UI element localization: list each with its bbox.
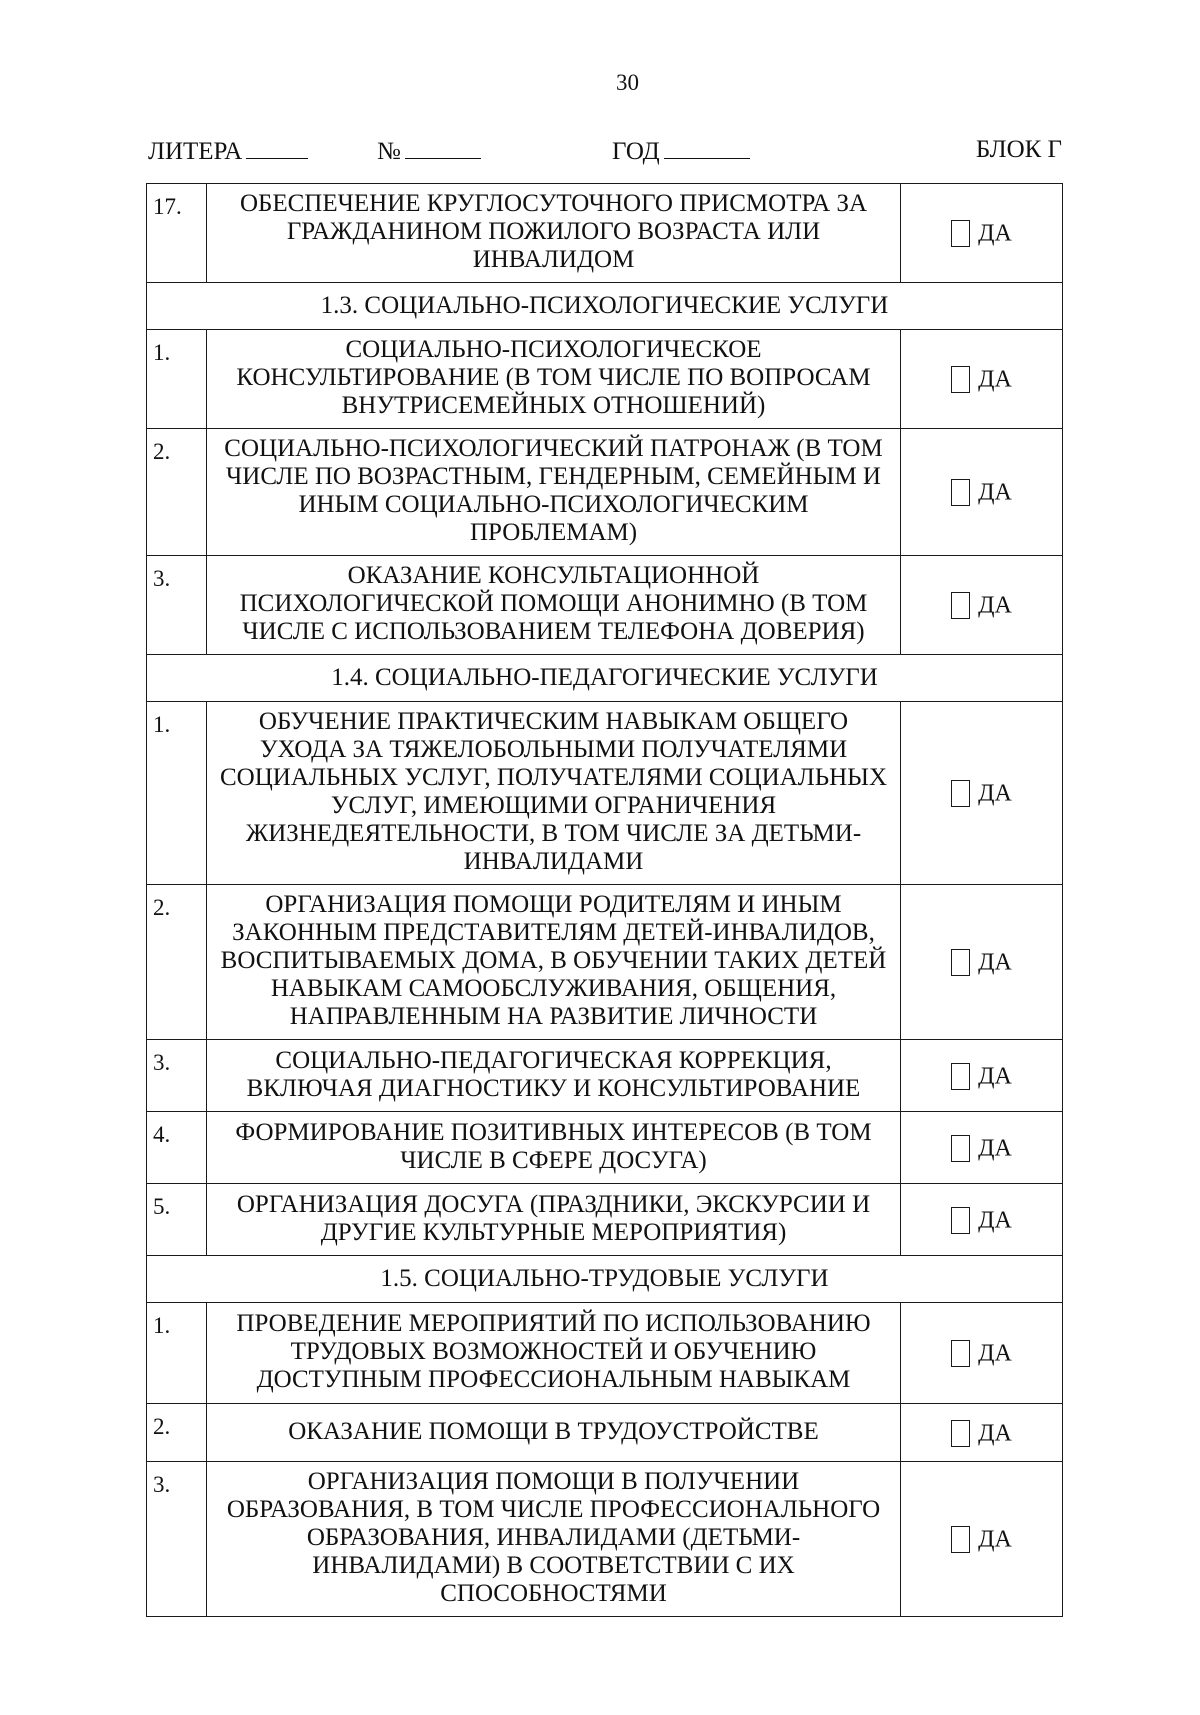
yes-checkbox-cell[interactable] bbox=[901, 330, 1063, 429]
service-description: СОЦИАЛЬНО-ПСИХОЛОГИЧЕСКОЕ КОНСУЛЬТИРОВАНИЕ (В ТОМ ЧИСЛЕ ПО ВОПРОСАМ ВНУТРИСЕМЕЙНЫХ ОТНОШЕНИЙ) bbox=[207, 330, 901, 429]
row-number: 3. bbox=[147, 1040, 207, 1112]
service-description: ОКАЗАНИЕ ПОМОЩИ В ТРУДОУСТРОЙСТВЕ bbox=[207, 1404, 901, 1462]
year-field[interactable] bbox=[612, 136, 750, 166]
table-row bbox=[147, 429, 1063, 556]
row-number: 1. bbox=[147, 702, 207, 885]
row-number: 2. bbox=[147, 1404, 207, 1462]
section-title: 1.3. СОЦИАЛЬНО-ПСИХОЛОГИЧЕСКИЕ УСЛУГИ bbox=[147, 283, 1063, 330]
section-row bbox=[147, 1256, 1063, 1303]
yes-checkbox[interactable] bbox=[951, 1526, 970, 1553]
yes-checkbox-cell[interactable] bbox=[901, 885, 1063, 1040]
yes-checkbox-cell[interactable] bbox=[901, 1040, 1063, 1112]
table-row bbox=[147, 1040, 1063, 1112]
form-header bbox=[148, 136, 1062, 166]
service-description: ПРОВЕДЕНИЕ МЕРОПРИЯТИЙ ПО ИСПОЛЬЗОВАНИЮ ТРУДОВЫХ ВОЗМОЖНОСТЕЙ И ОБУЧЕНИЮ ДОСТУПНЫМ ПРОФЕССИОНАЛЬНЫМ НАВЫКАМ bbox=[207, 1303, 901, 1404]
yes-checkbox[interactable] bbox=[951, 1340, 970, 1367]
yes-label: ДА bbox=[978, 1063, 1012, 1090]
page-number: 30 bbox=[616, 70, 639, 95]
row-number: 2. bbox=[147, 429, 207, 556]
service-description: ОРГАНИЗАЦИЯ ПОМОЩИ РОДИТЕЛЯМ И ИНЫМ ЗАКОННЫМ ПРЕДСТАВИТЕЛЯМ ДЕТЕЙ-ИНВАЛИДОВ, ВОСПИТЫВАЕМЫХ ДОМА, В ОБУЧЕНИИ ТАКИХ ДЕТЕЙ НАВЫКАМ САМООБСЛУЖИВАНИЯ, ОБЩЕНИЯ, НАПРАВЛЕННЫМ НА РАЗВИТИЕ ЛИЧНОСТИ bbox=[207, 885, 901, 1040]
table-row bbox=[147, 330, 1063, 429]
row-number: 1. bbox=[147, 330, 207, 429]
section-title: 1.4. СОЦИАЛЬНО-ПЕДАГОГИЧЕСКИЕ УСЛУГИ bbox=[147, 655, 1063, 702]
yes-checkbox[interactable] bbox=[951, 366, 970, 393]
service-description: ФОРМИРОВАНИЕ ПОЗИТИВНЫХ ИНТЕРЕСОВ (В ТОМ ЧИСЛЕ В СФЕРЕ ДОСУГА) bbox=[207, 1112, 901, 1184]
table-row bbox=[147, 1303, 1063, 1404]
row-number: 2. bbox=[147, 885, 207, 1040]
yes-checkbox[interactable] bbox=[951, 220, 970, 247]
yes-checkbox[interactable] bbox=[951, 780, 970, 807]
yes-checkbox[interactable] bbox=[951, 592, 970, 619]
yes-checkbox[interactable] bbox=[951, 1420, 970, 1447]
row-number: 3. bbox=[147, 556, 207, 655]
block-label: БЛОК Г bbox=[975, 136, 1062, 163]
yes-checkbox-cell[interactable] bbox=[901, 1112, 1063, 1184]
table-row bbox=[147, 885, 1063, 1040]
services-table-body bbox=[147, 184, 1063, 1617]
litera-blank[interactable] bbox=[246, 136, 308, 159]
number-label: № bbox=[377, 138, 401, 165]
yes-checkbox-cell[interactable] bbox=[901, 429, 1063, 556]
year-label: ГОД bbox=[612, 138, 660, 165]
services-table bbox=[146, 183, 1063, 1617]
yes-label: ДА bbox=[978, 366, 1012, 393]
yes-checkbox-cell[interactable] bbox=[901, 1404, 1063, 1462]
yes-label: ДА bbox=[978, 949, 1012, 976]
row-number: 17. bbox=[147, 184, 207, 283]
table-row bbox=[147, 1112, 1063, 1184]
table-row bbox=[147, 1404, 1063, 1462]
yes-checkbox-cell[interactable] bbox=[901, 184, 1063, 283]
yes-label: ДА bbox=[978, 592, 1012, 619]
yes-checkbox[interactable] bbox=[951, 1063, 970, 1090]
yes-label: ДА bbox=[978, 1526, 1012, 1553]
yes-label: ДА bbox=[978, 479, 1012, 506]
table-row bbox=[147, 1184, 1063, 1256]
litera-label: ЛИТЕРА bbox=[148, 138, 243, 165]
yes-checkbox[interactable] bbox=[951, 1207, 970, 1234]
row-number: 4. bbox=[147, 1112, 207, 1184]
yes-checkbox-cell[interactable] bbox=[901, 1462, 1063, 1617]
yes-checkbox[interactable] bbox=[951, 1135, 970, 1162]
yes-label: ДА bbox=[978, 220, 1012, 247]
row-number: 1. bbox=[147, 1303, 207, 1404]
yes-checkbox[interactable] bbox=[951, 479, 970, 506]
yes-checkbox-cell[interactable] bbox=[901, 1184, 1063, 1256]
yes-label: ДА bbox=[978, 780, 1012, 807]
table-row bbox=[147, 184, 1063, 283]
service-description: СОЦИАЛЬНО-ПСИХОЛОГИЧЕСКИЙ ПАТРОНАЖ (В ТОМ ЧИСЛЕ ПО ВОЗРАСТНЫМ, ГЕНДЕРНЫМ, СЕМЕЙНЫМ И ИНЫМ СОЦИАЛЬНО-ПСИХОЛОГИЧЕСКИМ ПРОБЛЕМАМ) bbox=[207, 429, 901, 556]
service-description: ОРГАНИЗАЦИЯ ДОСУГА (ПРАЗДНИКИ, ЭКСКУРСИИ И ДРУГИЕ КУЛЬТУРНЫЕ МЕРОПРИЯТИЯ) bbox=[207, 1184, 901, 1256]
service-description: СОЦИАЛЬНО-ПЕДАГОГИЧЕСКАЯ КОРРЕКЦИЯ, ВКЛЮЧАЯ ДИАГНОСТИКУ И КОНСУЛЬТИРОВАНИЕ bbox=[207, 1040, 901, 1112]
service-description: ОБЕСПЕЧЕНИЕ КРУГЛОСУТОЧНОГО ПРИСМОТРА ЗА ГРАЖДАНИНОМ ПОЖИЛОГО ВОЗРАСТА ИЛИ ИНВАЛИДОМ bbox=[207, 184, 901, 283]
service-description: ОРГАНИЗАЦИЯ ПОМОЩИ В ПОЛУЧЕНИИ ОБРАЗОВАНИЯ, В ТОМ ЧИСЛЕ ПРОФЕССИОНАЛЬНОГО ОБРАЗОВАНИЯ, ИНВАЛИДАМИ (ДЕТЬМИ-ИНВАЛИДАМИ) В СООТВЕТСТВИИ С ИХ СПОСОБНОСТЯМИ bbox=[207, 1462, 901, 1617]
number-blank[interactable] bbox=[405, 136, 481, 159]
number-field[interactable] bbox=[377, 136, 481, 166]
row-number: 5. bbox=[147, 1184, 207, 1256]
table-row bbox=[147, 556, 1063, 655]
table-row bbox=[147, 702, 1063, 885]
table-row bbox=[147, 1462, 1063, 1617]
section-row bbox=[147, 283, 1063, 330]
year-blank[interactable] bbox=[664, 136, 750, 159]
yes-checkbox-cell[interactable] bbox=[901, 556, 1063, 655]
yes-label: ДА bbox=[978, 1207, 1012, 1234]
service-description: ОКАЗАНИЕ КОНСУЛЬТАЦИОННОЙ ПСИХОЛОГИЧЕСКОЙ ПОМОЩИ АНОНИМНО (В ТОМ ЧИСЛЕ С ИСПОЛЬЗОВАНИЕМ ТЕЛЕФОНА ДОВЕРИЯ) bbox=[207, 556, 901, 655]
service-description: ОБУЧЕНИЕ ПРАКТИЧЕСКИМ НАВЫКАМ ОБЩЕГО УХОДА ЗА ТЯЖЕЛОБОЛЬНЫМИ ПОЛУЧАТЕЛЯМИ СОЦИАЛЬНЫХ УСЛУГ, ПОЛУЧАТЕЛЯМИ СОЦИАЛЬНЫХ УСЛУГ, ИМЕЮЩИМИ ОГРАНИЧЕНИЯ ЖИЗНЕДЕЯТЕЛЬНОСТИ, В ТОМ ЧИСЛЕ ЗА ДЕТЬМИ-ИНВАЛИДАМИ bbox=[207, 702, 901, 885]
section-row bbox=[147, 655, 1063, 702]
yes-checkbox-cell[interactable] bbox=[901, 1303, 1063, 1404]
row-number: 3. bbox=[147, 1462, 207, 1617]
yes-checkbox-cell[interactable] bbox=[901, 702, 1063, 885]
litera-field[interactable] bbox=[148, 136, 308, 166]
yes-label: ДА bbox=[978, 1340, 1012, 1367]
yes-label: ДА bbox=[978, 1135, 1012, 1162]
section-title: 1.5. СОЦИАЛЬНО-ТРУДОВЫЕ УСЛУГИ bbox=[147, 1256, 1063, 1303]
yes-label: ДА bbox=[978, 1420, 1012, 1447]
yes-checkbox[interactable] bbox=[951, 949, 970, 976]
